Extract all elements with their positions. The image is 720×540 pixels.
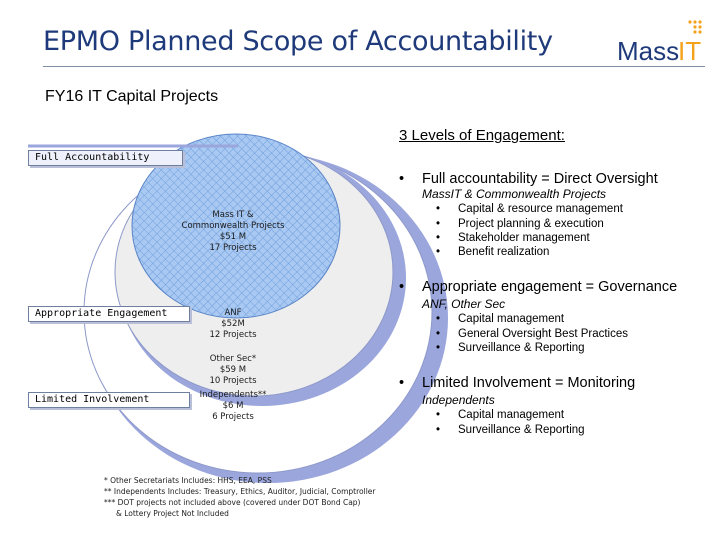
level-scope: Independents	[422, 393, 495, 407]
level-point-text: Capital management	[458, 409, 565, 421]
inner-circle-label	[163, 210, 303, 254]
inner-label-line: Commonwealth Projects	[181, 221, 285, 231]
level-title: Limited Involvement = Monitoring	[422, 375, 636, 391]
anf-label-line: $52M	[221, 319, 245, 329]
anf-label	[193, 308, 273, 341]
bullet-dot: •	[399, 171, 405, 187]
subtitle: FY16 IT Capital Projects	[45, 88, 219, 105]
inner-label-line: 17 Projects	[209, 243, 257, 253]
bullet-dot: •	[436, 313, 441, 325]
bullet-dot: •	[399, 375, 405, 391]
logo-text-main: Mass	[617, 36, 680, 66]
independents-label-line: Independents**	[199, 390, 267, 400]
level-title: Full accountability = Direct Oversight	[422, 171, 658, 187]
inner-label-line: Mass IT &	[212, 210, 254, 220]
bullet-dot: •	[436, 246, 441, 258]
tag-appropriate-engagement: Appropriate Engagement	[28, 306, 190, 322]
level-point-text: Project planning & execution	[458, 218, 604, 230]
anf-label-line: 12 Projects	[209, 330, 257, 340]
other-sec-label-line: $59 M	[219, 365, 247, 375]
bullet-dot: •	[436, 424, 441, 436]
footnote: ** Independents Includes: Treasury, Ethics, Auditor, Judicial, Comptroller	[104, 487, 376, 496]
bullet-dot: •	[436, 328, 441, 340]
bullet-dot: •	[436, 218, 441, 230]
other-sec-label-line: 10 Projects	[209, 376, 257, 386]
other-sec-label-line: Other Sec*	[209, 354, 257, 364]
bullet-dot: •	[436, 203, 441, 215]
bullet-dot: •	[436, 409, 441, 421]
bullet-dot: •	[436, 232, 441, 244]
bullet-dot: •	[399, 279, 405, 295]
footnote: & Lottery Project Not Included	[116, 509, 229, 518]
page-title: EPMO Planned Scope of Accountability	[43, 26, 553, 57]
level-point-text: Capital management	[458, 313, 565, 325]
bullet-dot: •	[436, 342, 441, 354]
level-point-text: General Oversight Best Practices	[458, 328, 629, 340]
footnote: * Other Secretariats Includes: HHS, EEA, PSS	[104, 476, 272, 485]
other-sec-label	[188, 354, 278, 387]
tag-limited-involvement: Limited Involvement	[28, 392, 190, 408]
independents-label-line: $6 M	[222, 401, 244, 411]
level-point-text: Stakeholder management	[458, 232, 590, 244]
level-point-text: Capital & resource management	[458, 203, 623, 215]
level-title: Appropriate engagement = Governance	[422, 279, 678, 295]
anf-label-line: ANF	[224, 308, 242, 318]
levels-heading: 3 Levels of Engagement:	[399, 127, 565, 144]
level-scope: MassIT & Commonwealth Projects	[422, 187, 607, 201]
level-point-text: Surveillance & Reporting	[458, 424, 585, 436]
logo-text-accent: IT	[678, 36, 702, 66]
independents-label-line: 6 Projects	[212, 412, 254, 422]
level-point-text: Benefit realization	[458, 246, 550, 258]
footnotes	[104, 475, 376, 519]
level-scope: ANF, Other Sec	[422, 297, 506, 311]
footnote: *** DOT projects not included above (covered under DOT Bond Cap)	[104, 498, 361, 507]
independents-label	[183, 390, 283, 423]
tag-full-accountability: Full Accountability	[28, 150, 183, 166]
inner-label-line: $51 M	[219, 232, 247, 242]
level-point-text: Surveillance & Reporting	[458, 342, 585, 354]
